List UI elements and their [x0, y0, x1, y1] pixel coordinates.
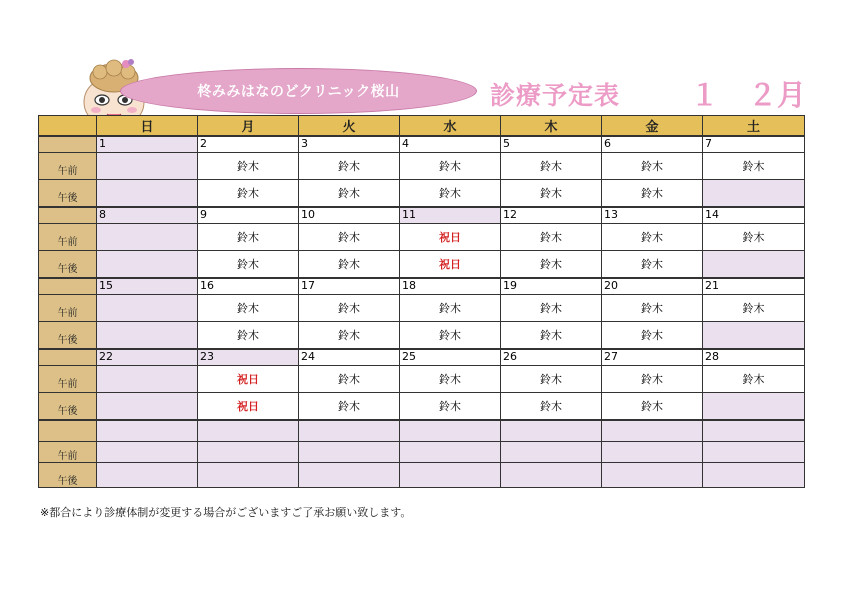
- weekday-header-row: [39, 116, 805, 137]
- weekday-wed: 水: [400, 116, 501, 137]
- week-label-cell: [39, 349, 97, 366]
- schedule-cell: [97, 224, 198, 251]
- schedule-cell: 鈴木: [299, 295, 400, 322]
- weekday-fri: 金: [602, 116, 703, 137]
- schedule-cell: 鈴木: [299, 393, 400, 421]
- schedule-cell: 鈴木: [400, 180, 501, 208]
- weekday-mon: 月: [198, 116, 299, 137]
- empty-cell: [97, 420, 198, 442]
- weekday-sun: 日: [97, 116, 198, 137]
- empty-cell: [501, 442, 602, 463]
- schedule-cell: [97, 393, 198, 421]
- date-cell: 10: [299, 207, 400, 224]
- date-cell: 5: [501, 136, 602, 153]
- schedule-cell: 鈴木: [501, 393, 602, 421]
- calendar-body: [39, 136, 805, 488]
- empty-cell: [299, 420, 400, 442]
- empty-cell: [602, 442, 703, 463]
- schedule-cell: 祝日: [400, 224, 501, 251]
- week-2-pm: [39, 251, 805, 279]
- date-cell: 22: [97, 349, 198, 366]
- week-2-am: [39, 224, 805, 251]
- schedule-cell: 鈴木: [198, 251, 299, 279]
- empty-cell: [400, 442, 501, 463]
- empty-cell: [97, 463, 198, 488]
- trailing-label: 午後: [39, 463, 97, 488]
- schedule-cell: 鈴木: [602, 153, 703, 180]
- trailing-row-1: [39, 420, 805, 442]
- trailing-label: 午前: [39, 442, 97, 463]
- week-4-am: [39, 366, 805, 393]
- schedule-cell: [97, 322, 198, 350]
- pm-label: 午後: [39, 251, 97, 279]
- date-cell: 18: [400, 278, 501, 295]
- schedule-cell: [97, 251, 198, 279]
- schedule-cell: [703, 393, 805, 421]
- empty-cell: [703, 420, 805, 442]
- schedule-cell: 鈴木: [602, 295, 703, 322]
- week-1-pm: [39, 180, 805, 208]
- date-cell: 11: [400, 207, 501, 224]
- schedule-cell: 鈴木: [501, 251, 602, 279]
- schedule-cell: 祝日: [400, 251, 501, 279]
- schedule-cell: 鈴木: [501, 295, 602, 322]
- week-2-dates: [39, 207, 805, 224]
- schedule-cell: 鈴木: [602, 366, 703, 393]
- schedule-cell: [97, 366, 198, 393]
- schedule-cell: 鈴木: [299, 180, 400, 208]
- am-label: 午前: [39, 224, 97, 251]
- date-cell: 27: [602, 349, 703, 366]
- date-cell: 2: [198, 136, 299, 153]
- empty-cell: [400, 463, 501, 488]
- pm-label: 午後: [39, 393, 97, 421]
- empty-cell: [501, 420, 602, 442]
- corner-cell: [39, 116, 97, 137]
- weekday-thu: 木: [501, 116, 602, 137]
- empty-cell: [602, 420, 703, 442]
- week-4-pm: [39, 393, 805, 421]
- schedule-cell: 鈴木: [299, 224, 400, 251]
- schedule-cell: [97, 153, 198, 180]
- date-cell: 3: [299, 136, 400, 153]
- date-cell: 21: [703, 278, 805, 295]
- empty-cell: [198, 442, 299, 463]
- schedule-cell: 鈴木: [400, 393, 501, 421]
- schedule-cell: [97, 180, 198, 208]
- schedule-cell: 鈴木: [299, 366, 400, 393]
- schedule-cell: 鈴木: [602, 251, 703, 279]
- weekday-sat: 土: [703, 116, 805, 137]
- schedule-cell: 鈴木: [198, 180, 299, 208]
- date-cell: 25: [400, 349, 501, 366]
- trailing-label: [39, 420, 97, 442]
- schedule-cell: 鈴木: [703, 224, 805, 251]
- date-cell: 20: [602, 278, 703, 295]
- date-cell: 23: [198, 349, 299, 366]
- schedule-cell: 鈴木: [198, 322, 299, 350]
- schedule-cell: [97, 295, 198, 322]
- schedule-cell: 鈴木: [299, 251, 400, 279]
- am-label: 午前: [39, 295, 97, 322]
- schedule-cell: 鈴木: [400, 153, 501, 180]
- empty-cell: [703, 442, 805, 463]
- schedule-cell: 鈴木: [602, 393, 703, 421]
- schedule-cell: 鈴木: [198, 295, 299, 322]
- schedule-cell: 鈴木: [602, 322, 703, 350]
- empty-cell: [198, 463, 299, 488]
- empty-cell: [97, 442, 198, 463]
- date-cell: 6: [602, 136, 703, 153]
- week-3-am: [39, 295, 805, 322]
- date-cell: 1: [97, 136, 198, 153]
- clinic-name: 柊みみはなのどクリニック桜山: [197, 84, 400, 100]
- date-cell: 13: [602, 207, 703, 224]
- week-1-am: [39, 153, 805, 180]
- schedule-cell: 鈴木: [703, 366, 805, 393]
- schedule-cell: [703, 251, 805, 279]
- date-cell: 15: [97, 278, 198, 295]
- schedule-title: 診療予定表: [490, 81, 621, 110]
- date-cell: 28: [703, 349, 805, 366]
- schedule-cell: 鈴木: [602, 180, 703, 208]
- empty-cell: [299, 463, 400, 488]
- schedule-cell: 鈴木: [501, 366, 602, 393]
- date-cell: 19: [501, 278, 602, 295]
- trailing-row-2: [39, 442, 805, 463]
- empty-cell: [501, 463, 602, 488]
- date-cell: 17: [299, 278, 400, 295]
- am-label: 午前: [39, 366, 97, 393]
- schedule-cell: 鈴木: [198, 153, 299, 180]
- week-4-dates: [39, 349, 805, 366]
- schedule-cell: [703, 180, 805, 208]
- am-label: 午前: [39, 153, 97, 180]
- week-3-dates: [39, 278, 805, 295]
- date-cell: 24: [299, 349, 400, 366]
- week-label-cell: [39, 278, 97, 295]
- date-cell: 8: [97, 207, 198, 224]
- date-cell: 26: [501, 349, 602, 366]
- date-cell: 14: [703, 207, 805, 224]
- schedule-calendar: [38, 115, 805, 488]
- date-cell: 4: [400, 136, 501, 153]
- schedule-cell: 鈴木: [299, 153, 400, 180]
- week-label-cell: [39, 136, 97, 153]
- date-cell: 7: [703, 136, 805, 153]
- schedule-cell: 鈴木: [299, 322, 400, 350]
- schedule-cell: 鈴木: [703, 153, 805, 180]
- schedule-cell: 鈴木: [501, 224, 602, 251]
- schedule-cell: 祝日: [198, 393, 299, 421]
- date-cell: 12: [501, 207, 602, 224]
- schedule-cell: 鈴木: [703, 295, 805, 322]
- empty-cell: [198, 420, 299, 442]
- schedule-cell: 鈴木: [400, 295, 501, 322]
- schedule-cell: 鈴木: [400, 322, 501, 350]
- pm-label: 午後: [39, 180, 97, 208]
- schedule-cell: 祝日: [198, 366, 299, 393]
- schedule-cell: 鈴木: [501, 153, 602, 180]
- trailing-row-3: [39, 463, 805, 488]
- week-1-dates: [39, 136, 805, 153]
- empty-cell: [703, 463, 805, 488]
- footnote: ※都合により診療体制が変更する場合がございますご了承お願い致します。: [40, 506, 412, 519]
- week-label-cell: [39, 207, 97, 224]
- empty-cell: [400, 420, 501, 442]
- month-label: １ ２月: [690, 78, 807, 112]
- schedule-cell: 鈴木: [501, 322, 602, 350]
- pm-label: 午後: [39, 322, 97, 350]
- empty-cell: [299, 442, 400, 463]
- week-3-pm: [39, 322, 805, 350]
- schedule-cell: 鈴木: [602, 224, 703, 251]
- schedule-cell: 鈴木: [198, 224, 299, 251]
- clinic-name-banner: [120, 68, 477, 114]
- empty-cell: [602, 463, 703, 488]
- schedule-cell: 鈴木: [501, 180, 602, 208]
- date-cell: 9: [198, 207, 299, 224]
- schedule-cell: 鈴木: [400, 366, 501, 393]
- weekday-tue: 火: [299, 116, 400, 137]
- date-cell: 16: [198, 278, 299, 295]
- schedule-cell: [703, 322, 805, 350]
